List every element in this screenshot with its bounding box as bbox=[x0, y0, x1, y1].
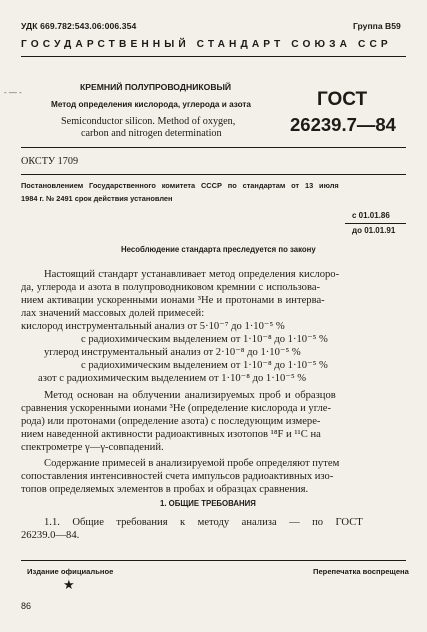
validity-to: до 01.01.91 bbox=[352, 226, 396, 235]
range-label: кислород инструментальный анализ от bbox=[21, 321, 198, 332]
content-line: сопоставления интенсивностей счета импульсов радиоактивных изо- bbox=[21, 471, 334, 482]
range-row bbox=[21, 320, 285, 332]
standard-title: ГОСУДАРСТВЕННЫЙ СТАНДАРТ СОЮЗА ССР bbox=[21, 39, 392, 50]
range-value: 1·10⁻⁸ до 1·10⁻⁵ % bbox=[242, 360, 328, 371]
range-label: с радиохимическим выделением от bbox=[81, 360, 241, 371]
intro-line: Настоящий стандарт устанавливает метод определения кислоро- bbox=[44, 269, 340, 280]
intro-line: лах значений массовых долей примесей: bbox=[21, 308, 205, 319]
range-value: 2·10⁻⁸ до 1·10⁻⁵ % bbox=[215, 347, 301, 358]
okstu-code: ОКСТУ 1709 bbox=[21, 156, 79, 167]
range-value: 5·10⁻⁷ до 1·10⁻⁵ % bbox=[199, 321, 285, 332]
range-row bbox=[81, 359, 328, 371]
method-line: Метод основан на облучении анализируемых проб и образцов bbox=[44, 390, 336, 401]
official-edition: Издание официальное bbox=[27, 567, 114, 576]
title-en-line2: carbon and nitrogen determination bbox=[81, 128, 222, 139]
udk-code: УДК 669.782:543.06:006.354 bbox=[21, 21, 137, 31]
decree-line2: 1984 г. № 2491 срок действия установлен bbox=[21, 194, 173, 203]
page-number: 86 bbox=[21, 601, 32, 611]
range-value: 1·10⁻⁸ до 1·10⁻⁵ % bbox=[221, 373, 307, 384]
gost-label: ГОСТ bbox=[317, 89, 368, 110]
reprint-notice: Перепечатка воспрещена bbox=[313, 567, 409, 576]
method-line: сравнения ускоренными ионами ³He (определение кислорода и угле- bbox=[21, 403, 332, 414]
intro-line: нием активации ускоренными ионами ³He и протонами в интерва- bbox=[21, 295, 325, 306]
method-line: рода) или протонами (определение азота) с последующим измере- bbox=[21, 416, 321, 427]
section-text-line1: 1.1. Общие требования к методу анализа — по ГОСТ bbox=[44, 517, 363, 528]
content-line: Содержание примесей в анализируемой пробе определяют путем bbox=[44, 458, 340, 469]
gost-number: 26239.7—84 bbox=[290, 114, 396, 135]
range-label: углерод инструментальный анализ от bbox=[44, 347, 214, 358]
title-en-line1: Semiconductor silicon. Method of oxygen, bbox=[61, 116, 236, 127]
method-line: спектрометре γ—γ-совпадений. bbox=[21, 442, 164, 453]
section-text-line2: 26239.0—84. bbox=[21, 530, 80, 541]
validity-rule bbox=[345, 223, 406, 224]
section-heading: 1. ОБЩИЕ ТРЕБОВАНИЯ bbox=[160, 499, 256, 508]
margin-mark: - — - bbox=[4, 88, 22, 97]
intro-line: да, углерода и азота в полупроводниковом кремнии с использова- bbox=[21, 282, 321, 293]
okstu-rule bbox=[21, 174, 406, 175]
footer-rule bbox=[21, 560, 406, 561]
range-label: с радиохимическим выделением от bbox=[81, 334, 241, 345]
title-rule bbox=[21, 147, 406, 148]
range-row bbox=[38, 372, 306, 384]
range-row bbox=[44, 346, 301, 358]
range-label: азот с радиохимическим выделением от bbox=[38, 373, 219, 384]
title-ru-line2: Метод определения кислорода, углерода и азота bbox=[51, 100, 251, 109]
star-icon: ★ bbox=[63, 577, 75, 592]
header-rule bbox=[21, 56, 406, 57]
title-ru-line1: КРЕМНИЙ ПОЛУПРОВОДНИКОВЫЙ bbox=[80, 82, 232, 92]
decree-line1: Постановлением Государственного комитета СССР по стандартам от 13 июля bbox=[21, 181, 339, 190]
content-line: топов определяемых элементов в пробах и образцах сравнения. bbox=[21, 484, 309, 495]
group-code: Группа В59 bbox=[353, 21, 401, 31]
warning-text: Несоблюдение стандарта преследуется по закону bbox=[121, 245, 316, 254]
range-row bbox=[81, 333, 328, 345]
range-value: 1·10⁻⁸ до 1·10⁻⁵ % bbox=[242, 334, 328, 345]
validity-from: с 01.01.86 bbox=[352, 211, 390, 220]
method-line: нием наведенной активности радиоактивных изотопов ¹⁸F и ¹¹C на bbox=[21, 429, 321, 440]
